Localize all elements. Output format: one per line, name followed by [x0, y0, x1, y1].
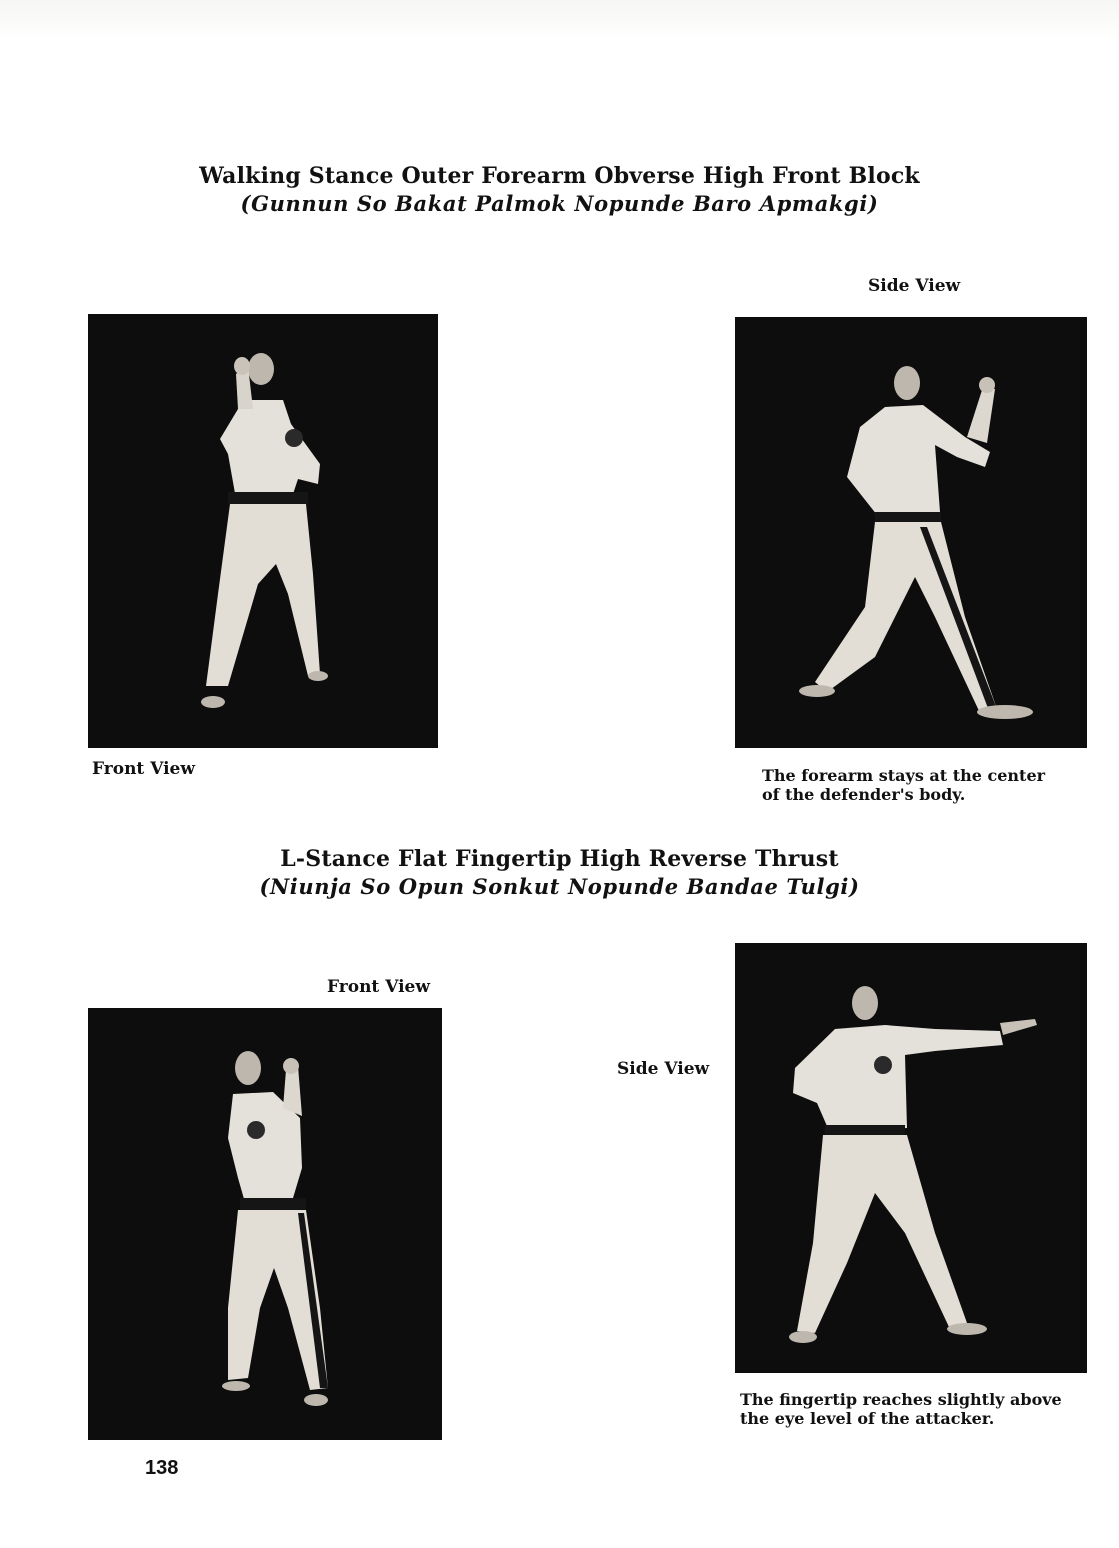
section-1-subtitle: (Gunnun So Bakat Palmok Nopunde Baro Apmakgi)	[240, 191, 879, 216]
section-1-caption	[762, 766, 1045, 804]
photo-front-view-thrust	[88, 1008, 442, 1440]
section-2-caption	[740, 1390, 1062, 1428]
section-2-heading	[0, 846, 1119, 899]
section-2-title: L-Stance Flat Fingertip High Reverse Thrust	[280, 846, 839, 872]
page-number: 138	[145, 1457, 179, 1479]
section-2-caption-line-2: the eye level of the attacker.	[740, 1409, 995, 1428]
section-1-heading	[0, 163, 1119, 216]
section-1-title: Walking Stance Outer Forearm Obverse High Front Block	[199, 163, 920, 189]
section-2-subtitle: (Niunja So Opun Sonkut Nopunde Bandae Tulgi)	[259, 874, 860, 899]
section-2-side-view-label: Side View	[617, 1059, 710, 1079]
section-1-side-view-label: Side View	[868, 276, 961, 296]
photo-side-view-thrust	[735, 943, 1087, 1373]
section-2-front-view-label: Front View	[327, 977, 430, 997]
photo-front-view-block	[88, 314, 438, 748]
section-1-front-view-label: Front View	[92, 759, 195, 779]
photo-side-view-block	[735, 317, 1087, 748]
section-1-caption-line-1: The forearm stays at the center	[762, 766, 1046, 785]
section-1-caption-line-2: of the defender's body.	[762, 785, 966, 804]
section-2-caption-line-1: The fingertip reaches slightly above	[740, 1390, 1062, 1409]
